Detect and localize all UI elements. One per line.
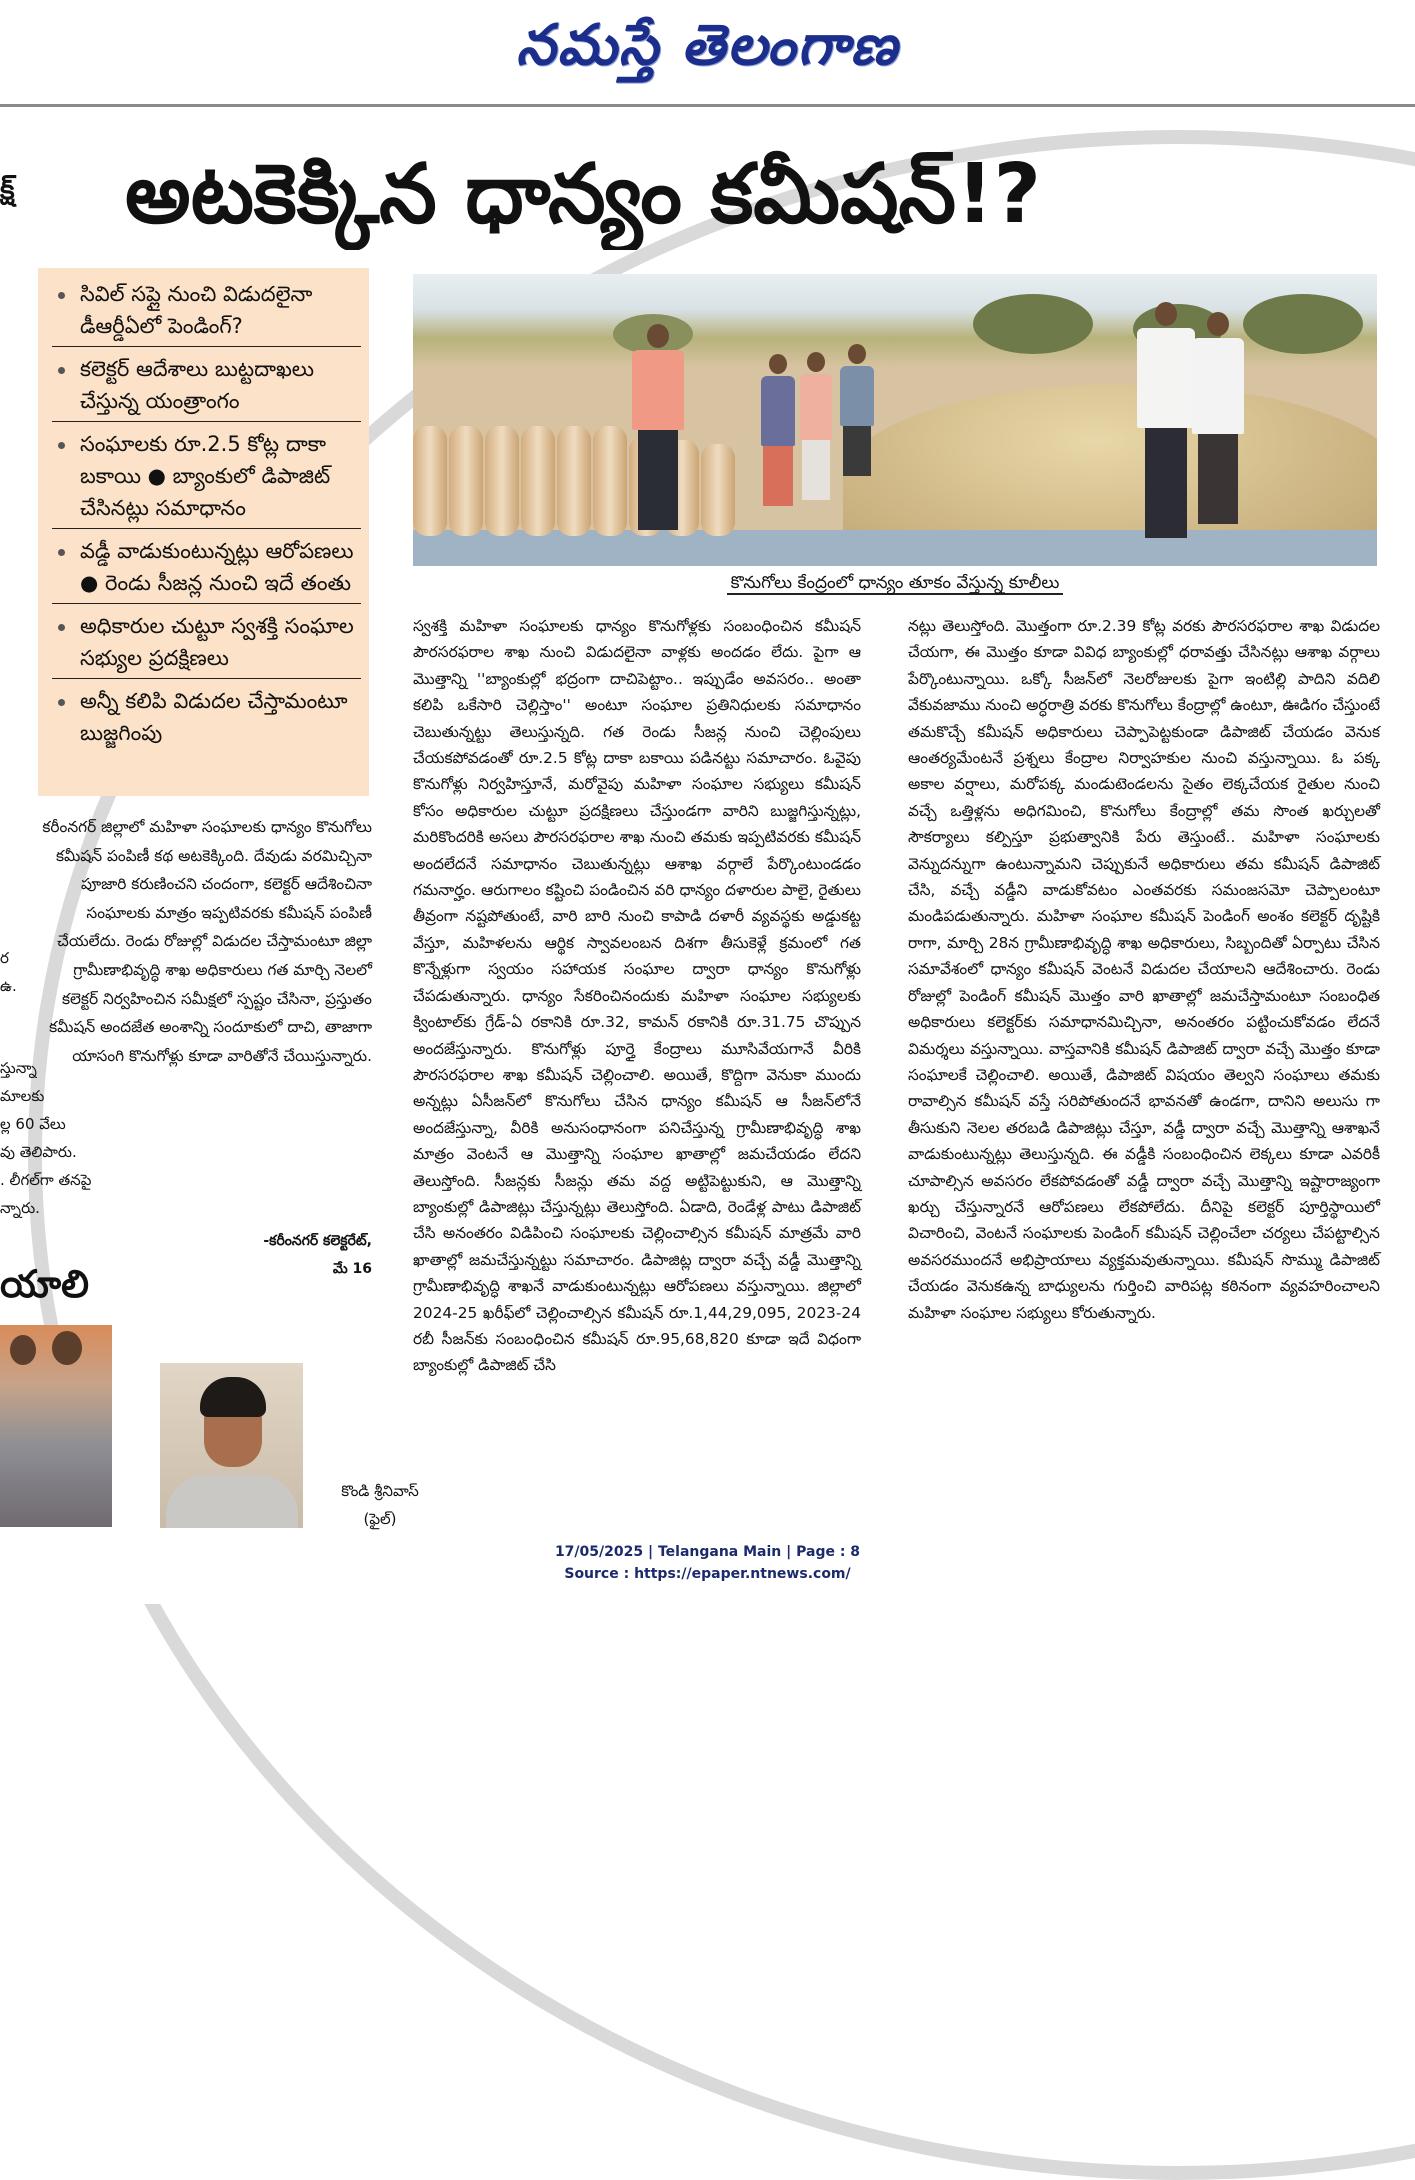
bullet-icon	[58, 699, 65, 706]
footer-source: Source : https://epaper.ntnews.com/	[564, 1566, 851, 1582]
bullet-icon	[58, 367, 65, 374]
article-column-1: స్వశక్తి మహిళా సంఘాలకు ధాన్యం కొనుగోళ్లకు సంబంధించిన కమీషన్ పౌరసరఫరాల శాఖ నుంచి విడుదలైనా వాళ్లకు అందడం లేదు. పైగా ఆ మొత్తాన్ని ''బ్యాంకుల్లో భద్రంగా దాచిపెట్టాం.. ఇప్పుడేం అవసరం.. అంతా కలిపి ఒకేసారి చెల్లిస్తాం'' అంటూ సంఘాల ప్రతినిధులకు సమాధానం చెబుతున్నట్టు తెలుస్తున్నది. గత రెండు సీజన్ల నుంచి చెల్లింపులు చేయకపోవడంతో రూ.2.5 కోట్ల దాకా బకాయి పడినట్టు సమాచారం. ఓవైపు కొనుగోళ్లు నిర్వహిస్తూనే, మరోవైపు మహిళా సంఘాల సభ్యులు కమీషన్ కోసం అధికారుల చుట్టూ ప్రదక్షిణలు చేస్తుండగా వారిని బుజ్జగిస్తున్నట్లు, మరికొందరికి అసలు పౌరసరఫరాల శాఖ నుంచి తమకు ఇప్పటివరకు కమీషన్ అందలేదనే సమాధానం చెబుతున్నట్లు ఆశాఖ వర్గాలే పేర్కొంటుండడం గమనార్హం. ఆరుగాలం కష్టించి పండించిన వరి ధాన్యం దళారుల పాలై, రైతులు తీవ్రంగా నష్టపోతుంటే, వారి బారి నుంచి కాపాడి దళారీ వ్యవస్థకు అడ్డుకట్ట వేస్తూ, మహిళలను ఆర్థిక స్వావలంబన దిశగా తీసుకెళ్లే క్రమంలో గత కొన్నేళ్లుగా స్వయం సహాయక సంఘాల ద్వారా ధాన్యం కొనుగోళ్లు చేపడుతున్నారు. ధాన్యం సేకరించినందుకు మహిళా సంఘాల సభ్యులకు క్వింటాల్‌కు గ్రేడ్-ఏ రకానికి రూ.32, కామన్ రకానికి రూ.31.75 చొప్పున అందజేస్తున్నారు. కొనుగోళ్లు పూర్తై కేంద్రాలు మూసివేయగానే వీరికి పౌరసరఫరాల శాఖ కమీషన్ చెల్లించాలి. అయితే, కొద్దిగా వెనుకా ముందు అన్నట్లు ఏసీజన్‌లో కొనుగోలు చేసిన ధాన్యం కమీషన్ ఆ సీజన్‌లోనే అందజేస్తున్నా, వీరికి అనుసంధానంగా పనిచేస్తున్న గ్రామీణాభివృద్ధి శాఖ మాత్రం వెంటనే ఆ మొత్తాన్ని సంఘాల ఖాతాల్లో జమచేయడం లేదని తెలుస్తోంది. సీజన్లకు సీజన్లు తమ వద్ద అట్టిపెట్టుకుని, ఆ మొత్తాన్ని బ్యాంకుల్లో డిపాజిట్లు చేస్తున్నట్లు తెలుస్తోంది. ఏడాది, రెండేళ్ల పాటు డిపాజిట్ చేసి అనంతరం విడిపించి సంఘాలకు చెల్లించాల్సిన కమీషన్ మాత్రమే వారి ఖాతాల్లో జమచేస్తున్నట్టు సమాచారం. డిపాజిట్ల ద్వారా వచ్చే వడ్డీ మొత్తాన్ని గ్రామీణాభివృద్ధి శాఖనే వాడుకుంటున్నట్లు ఆరోపణలు వస్తున్నాయి. జిల్లాలో 2024-25 ఖరీఫ్‌లో చెల్లించాల్సిన కమీషన్ రూ.1,44,29,095, 2023-24 రబీ సీజన్‌కు సంబంధించిన కమీషన్ రూ.95,68,820 కూడా ఇదే విధంగా బ్యాంకుల్లో డిపాజిట్ చేసి	[413, 617, 861, 1375]
footer-edition: 17/05/2025 | Telangana Main | Page : 8	[554, 1544, 861, 1560]
bullet-icon	[58, 442, 65, 449]
left-fragment: స్తున్నా	[0, 1059, 37, 1077]
bullet-icon	[58, 549, 65, 556]
dateline-date: మే 16	[332, 1261, 372, 1277]
left-fragment: ల్ల 60 వేలు	[0, 1115, 66, 1133]
footer	[0, 1541, 1415, 1585]
left-fragment: న్నారు.	[0, 1199, 40, 1217]
left-fragment: ర	[0, 949, 9, 967]
dateline-place: -కరీంనగర్ కలెక్టరేట్,	[263, 1233, 372, 1249]
portrait-photo	[160, 1363, 303, 1528]
highlight-item: వడ్డీ వాడుకుంటున్నట్లు ఆరోపణలు ● రెండు సీజన్ల నుంచి ఇదే తంతు	[52, 535, 361, 604]
highlight-item: అన్నీ కలిపి విడుదల చేస్తామంటూ బుజ్జగింపు	[52, 685, 361, 753]
highlights-box	[38, 268, 369, 796]
adjacent-headline-fragment: యాలి	[0, 1262, 89, 1306]
portrait-name: కొండి శ్రీనివాస్	[341, 1482, 419, 1500]
left-fragment: . లీగల్‌గా తనపై	[0, 1171, 92, 1189]
left-fragment: మాలకు	[0, 1087, 45, 1105]
masthead	[0, 0, 1415, 107]
bullet-icon	[58, 624, 65, 631]
highlight-item: సివిల్ సప్లై నుంచి విడుదలైనా డీఆర్డీఏలో పెండింగ్?	[52, 278, 361, 347]
intro-paragraph: కరీంనగర్ జిల్లాలో మహిళా సంఘాలకు ధాన్యం కొనుగోలు కమీషన్ పంపిణీ కథ అటకెక్కింది. దేవుడు వరమిచ్చినా పూజారి కరుణించని చందంగా, కలెక్టర్ ఆదేశించినా సంఘాలకు మాత్రం ఇప్పటివరకు కమీషన్ పంపిణీ చేయలేదు. రెండు రోజుల్లో విడుదల చేస్తామంటూ జిల్లా గ్రామీణాభివృద్ధి శాఖ అధికారులు గత మార్చి నెలలో కలెక్టర్ నిర్వహించిన సమీక్షలో స్పష్టం చేసినా, ప్రస్తుతం కమీషన్ అందజేత అంశాన్ని సందూకులో దాచి, తాజాగా యాసంగి కొనుగోళ్లు కూడా వారితోనే చేయిస్తున్నారు.	[42, 818, 372, 1065]
headline: అటకెక్కిన ధాన్యం కమీషన్!?	[125, 147, 1042, 242]
highlight-item: అధికారుల చుట్టూ స్వశక్తి సంఘాల సభ్యుల ప్రదక్షిణలు	[52, 610, 361, 679]
portrait-caption	[330, 1477, 430, 1533]
adjacent-photo	[0, 1325, 112, 1527]
left-strip-fragment: క్ష్	[0, 173, 15, 206]
left-fragment: ఉ.	[0, 977, 17, 995]
portrait-tag: (ఫైల్)	[363, 1510, 397, 1528]
highlight-item: కలెక్టర్ ఆదేశాలు బుట్టదాఖలు చేస్తున్న యంత్రాంగం	[52, 353, 361, 422]
highlight-item: సంఘాలకు రూ.2.5 కోట్ల దాకా బకాయి ● బ్యాంకులో డిపాజిట్ చేసినట్లు సమాధానం	[52, 428, 361, 529]
newspaper-logo: నమస్తే తెలంగాణ	[516, 12, 899, 78]
left-fragment: వు తెలిపారు.	[0, 1143, 77, 1161]
bullet-icon	[58, 292, 65, 299]
photo-caption: కొనుగోలు కేంద్రంలో ధాన్యం తూకం వేస్తున్న కూలీలు	[413, 572, 1377, 594]
dateline	[150, 1227, 372, 1283]
article-column-2: నట్లు తెలుస్తోంది. మొత్తంగా రూ.2.39 కోట్ల వరకు పౌరసరఫరాల శాఖ విడుదల చేయగా, ఈ మొత్తం కూడా వివిధ బ్యాంకుల్లో ధరావత్తు చేసినట్లు ఆశాఖ వర్గాలు పేర్కొంటున్నాయి. ఒక్కో సీజన్‌లో నెలరోజులకు పైగా ఇంటిల్లి పాదిని వదిలి వేకువజాము నుంచి అర్ధరాత్రి వరకు కొనుగోలు కేంద్రాల్లో ఉంటూ, ఊడిగం చేస్తుంటే తమకొచ్చే కమీషన్ అధికారులు చెప్పాపెట్టకుండా డిపాజిట్ చేయడం వెనుక ఆంతర్యమేంటనే ప్రశ్నలు కేంద్రాల నిర్వాహకుల నుంచి వస్తున్నాయి. ఓ పక్క అకాల వర్షాలు, మరోపక్క మండుటెండలను సైతం లెక్కచేయక రైతుల నుంచి వచ్చే ఒత్తిళ్లను అధిగమించి, కొనుగోలు కేంద్రాల్లో తమ సొంత ఖర్చులతో సౌకర్యాలు కల్పిస్తూ ప్రభుత్వానికి పేరు తెస్తుంటే.. మహిళా సంఘాలకు వెన్నుదన్నుగా ఉంటున్నామని చెప్పుకునే అధికారులు తమ కమీషన్ డిపాజిట్ చేసి, వచ్చే వడ్డీని వాడుకోవటం ఎంతవరకు సమంజసమో చెప్పాలంటూ మండిపడుతున్నారు. మహిళా సంఘాల కమీషన్ పెండింగ్ అంశం కలెక్టర్ దృష్టికి రాగా, మార్చి 28న గ్రామీణాభివృద్ధి శాఖ అధికారులు, సిబ్బందితో ఏర్పాటు చేసిన సమావేశంలో ధాన్యం కమీషన్ వెంటనే విడుదల చేయాలని ఆదేశించారు. రెండు రోజుల్లో పెండింగ్ కమీషన్ మొత్తం వారి ఖాతాల్లో జమచేస్తామంటూ సంబంధిత అధికారులు కలెక్టర్‌కు సమాధానమిచ్చినా, అనంతరం పట్టించుకోవడం లేదనే విమర్శలు వస్తున్నాయి. వాస్తవానికి కమీషన్ డిపాజిట్ ద్వారా వచ్చే మొత్తం కూడా సంఘాలకే చెల్లించాలి. అయితే, డిపాజిట్ విషయం తెల్వని సంఘాలు తమకు రావాల్సిన కమీషన్ వస్తే సరిపోతుందనే భావనతో ఉండగా, దానిని అలుసు గా తీసుకుని నెలల తరబడి డిపాజిట్లు చేస్తూ, వడ్డీ ద్వారా వచ్చే మొత్తాన్ని ఆశాఖనే వాడుకుంటున్నట్లు తెలుస్తున్నది. ఈ వడ్డీకి సంబంధించిన లెక్కలు కూడా ఎవరికీ చూపాల్సిన అవసరం లేకపోవడంతో వడ్డీ ద్వారా వచ్చే మొత్తాన్ని ఇష్టారాజ్యంగా ఖర్చు చేస్తున్నారనే ఆరోపణలు లేకపోలేదు. దీనిపై కలెక్టర్ పూర్తిస్థాయిలో విచారించి, వెంటనే సంఘాలకు పెండింగ్ కమీషన్ చెల్లించేలా చర్యలు చేపట్టాల్సిన అవసరముందనే అభిప్రాయాలు వ్యక్తమవుతున్నాయి. కమీషన్ సొమ్ము డిపాజిట్ చేయడం వెనుకఉన్న బాధ్యులను గుర్తించి వారిపట్ల కఠినంగా వ్యవహరించాలని మహిళా సంఘాల సభ్యులు కోరుతున్నారు.	[908, 617, 1380, 1322]
main-photo	[413, 274, 1377, 566]
